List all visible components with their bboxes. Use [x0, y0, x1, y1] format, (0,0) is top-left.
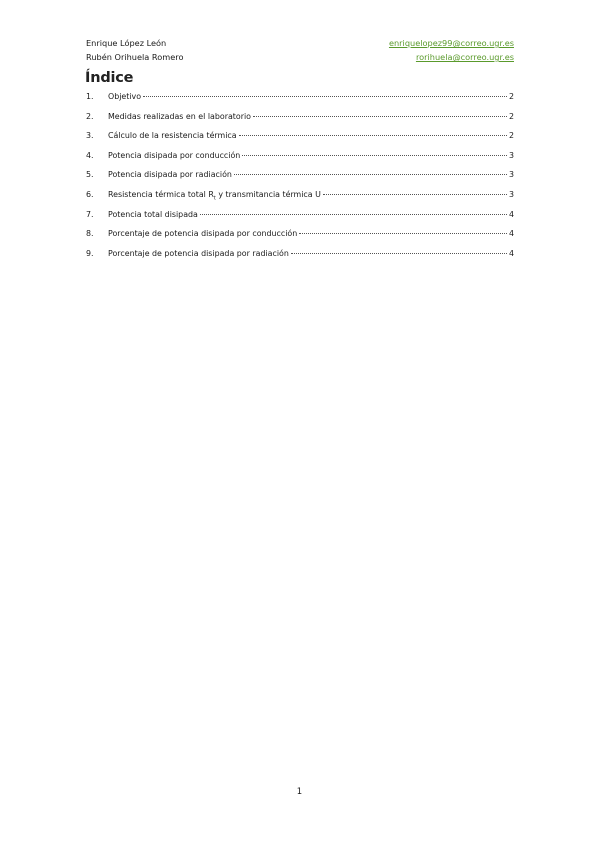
- toc-entry-page: 4: [508, 229, 514, 239]
- toc-entry-label: Cálculo de la resistencia térmica: [108, 131, 237, 141]
- toc-entry-number: 3.: [86, 131, 94, 141]
- toc-entry-number: 7.: [86, 209, 94, 219]
- toc-entry-label: Potencia total disipada: [108, 209, 198, 219]
- toc-dot-leader: [299, 233, 507, 234]
- toc-dot-leader: [143, 96, 507, 97]
- header-row-2: [86, 50, 514, 64]
- toc-entry-page: 2: [508, 92, 514, 101]
- toc-entry[interactable]: [86, 249, 514, 269]
- toc-entry-page: 4: [508, 248, 514, 258]
- toc-entry-number: 5.: [86, 170, 94, 180]
- toc-entry-number: 1.: [86, 92, 94, 101]
- toc-entry-label: Potencia disipada por conducción: [108, 150, 241, 160]
- toc-entry-label: Porcentaje de potencia disipada por radiación: [108, 248, 289, 258]
- toc-entry[interactable]: [86, 170, 514, 190]
- toc-entry-label: Objetivo: [108, 92, 142, 101]
- author-email-link[interactable]: rorihuela@correo.ugr.es: [415, 52, 514, 62]
- page-number: 1: [296, 787, 303, 797]
- toc-entry[interactable]: [86, 112, 514, 132]
- toc-entry[interactable]: [86, 151, 514, 171]
- toc-entry-label: Potencia disipada por radiación: [108, 170, 232, 180]
- toc-entry-label: [108, 190, 321, 202]
- toc-entry-number: 9.: [86, 248, 94, 258]
- toc-entry-page: 4: [508, 209, 514, 219]
- toc-entry-label: Porcentaje de potencia disipada por conducción: [108, 229, 298, 239]
- toc-dot-leader: [239, 135, 507, 136]
- toc-dot-leader: [291, 253, 507, 254]
- toc-entry-number: 4.: [86, 150, 94, 160]
- toc-entry[interactable]: [86, 190, 514, 210]
- toc-dot-leader: [200, 214, 507, 215]
- toc-label-text: y transmitancia térmica U: [215, 189, 321, 199]
- toc-title: Índice: [85, 70, 134, 86]
- toc-dot-leader: [323, 194, 507, 195]
- author-email-link[interactable]: enriquelopez99@correo.ugr.es: [388, 38, 514, 48]
- toc-entry-number: 2.: [86, 111, 94, 121]
- toc-entry-number: 8.: [86, 229, 94, 239]
- author-name: Enrique López León: [86, 38, 167, 48]
- toc-entry[interactable]: [86, 131, 514, 151]
- page-header: [86, 36, 514, 64]
- toc-entry-page: 3: [508, 189, 514, 199]
- toc-entry[interactable]: [86, 92, 514, 112]
- toc-entry-number: 6.: [86, 189, 94, 199]
- toc-label-text: Resistencia térmica total R: [108, 189, 214, 199]
- toc-entry[interactable]: [86, 229, 514, 249]
- toc-entry-label: Medidas realizadas en el laboratorio: [108, 111, 251, 121]
- toc-dot-leader: [234, 174, 507, 175]
- toc-entry[interactable]: [86, 210, 514, 230]
- toc-label-subscript: t: [213, 195, 216, 202]
- table-of-contents: [86, 92, 514, 268]
- toc-entry-page: 3: [508, 150, 514, 160]
- toc-dot-leader: [253, 116, 507, 117]
- author-name: Rubén Orihuela Romero: [86, 52, 184, 62]
- toc-dot-leader: [242, 155, 507, 156]
- header-row-1: [86, 36, 514, 50]
- toc-entry-page: 3: [508, 170, 514, 180]
- toc-entry-page: 2: [508, 131, 514, 141]
- toc-entry-page: 2: [508, 111, 514, 121]
